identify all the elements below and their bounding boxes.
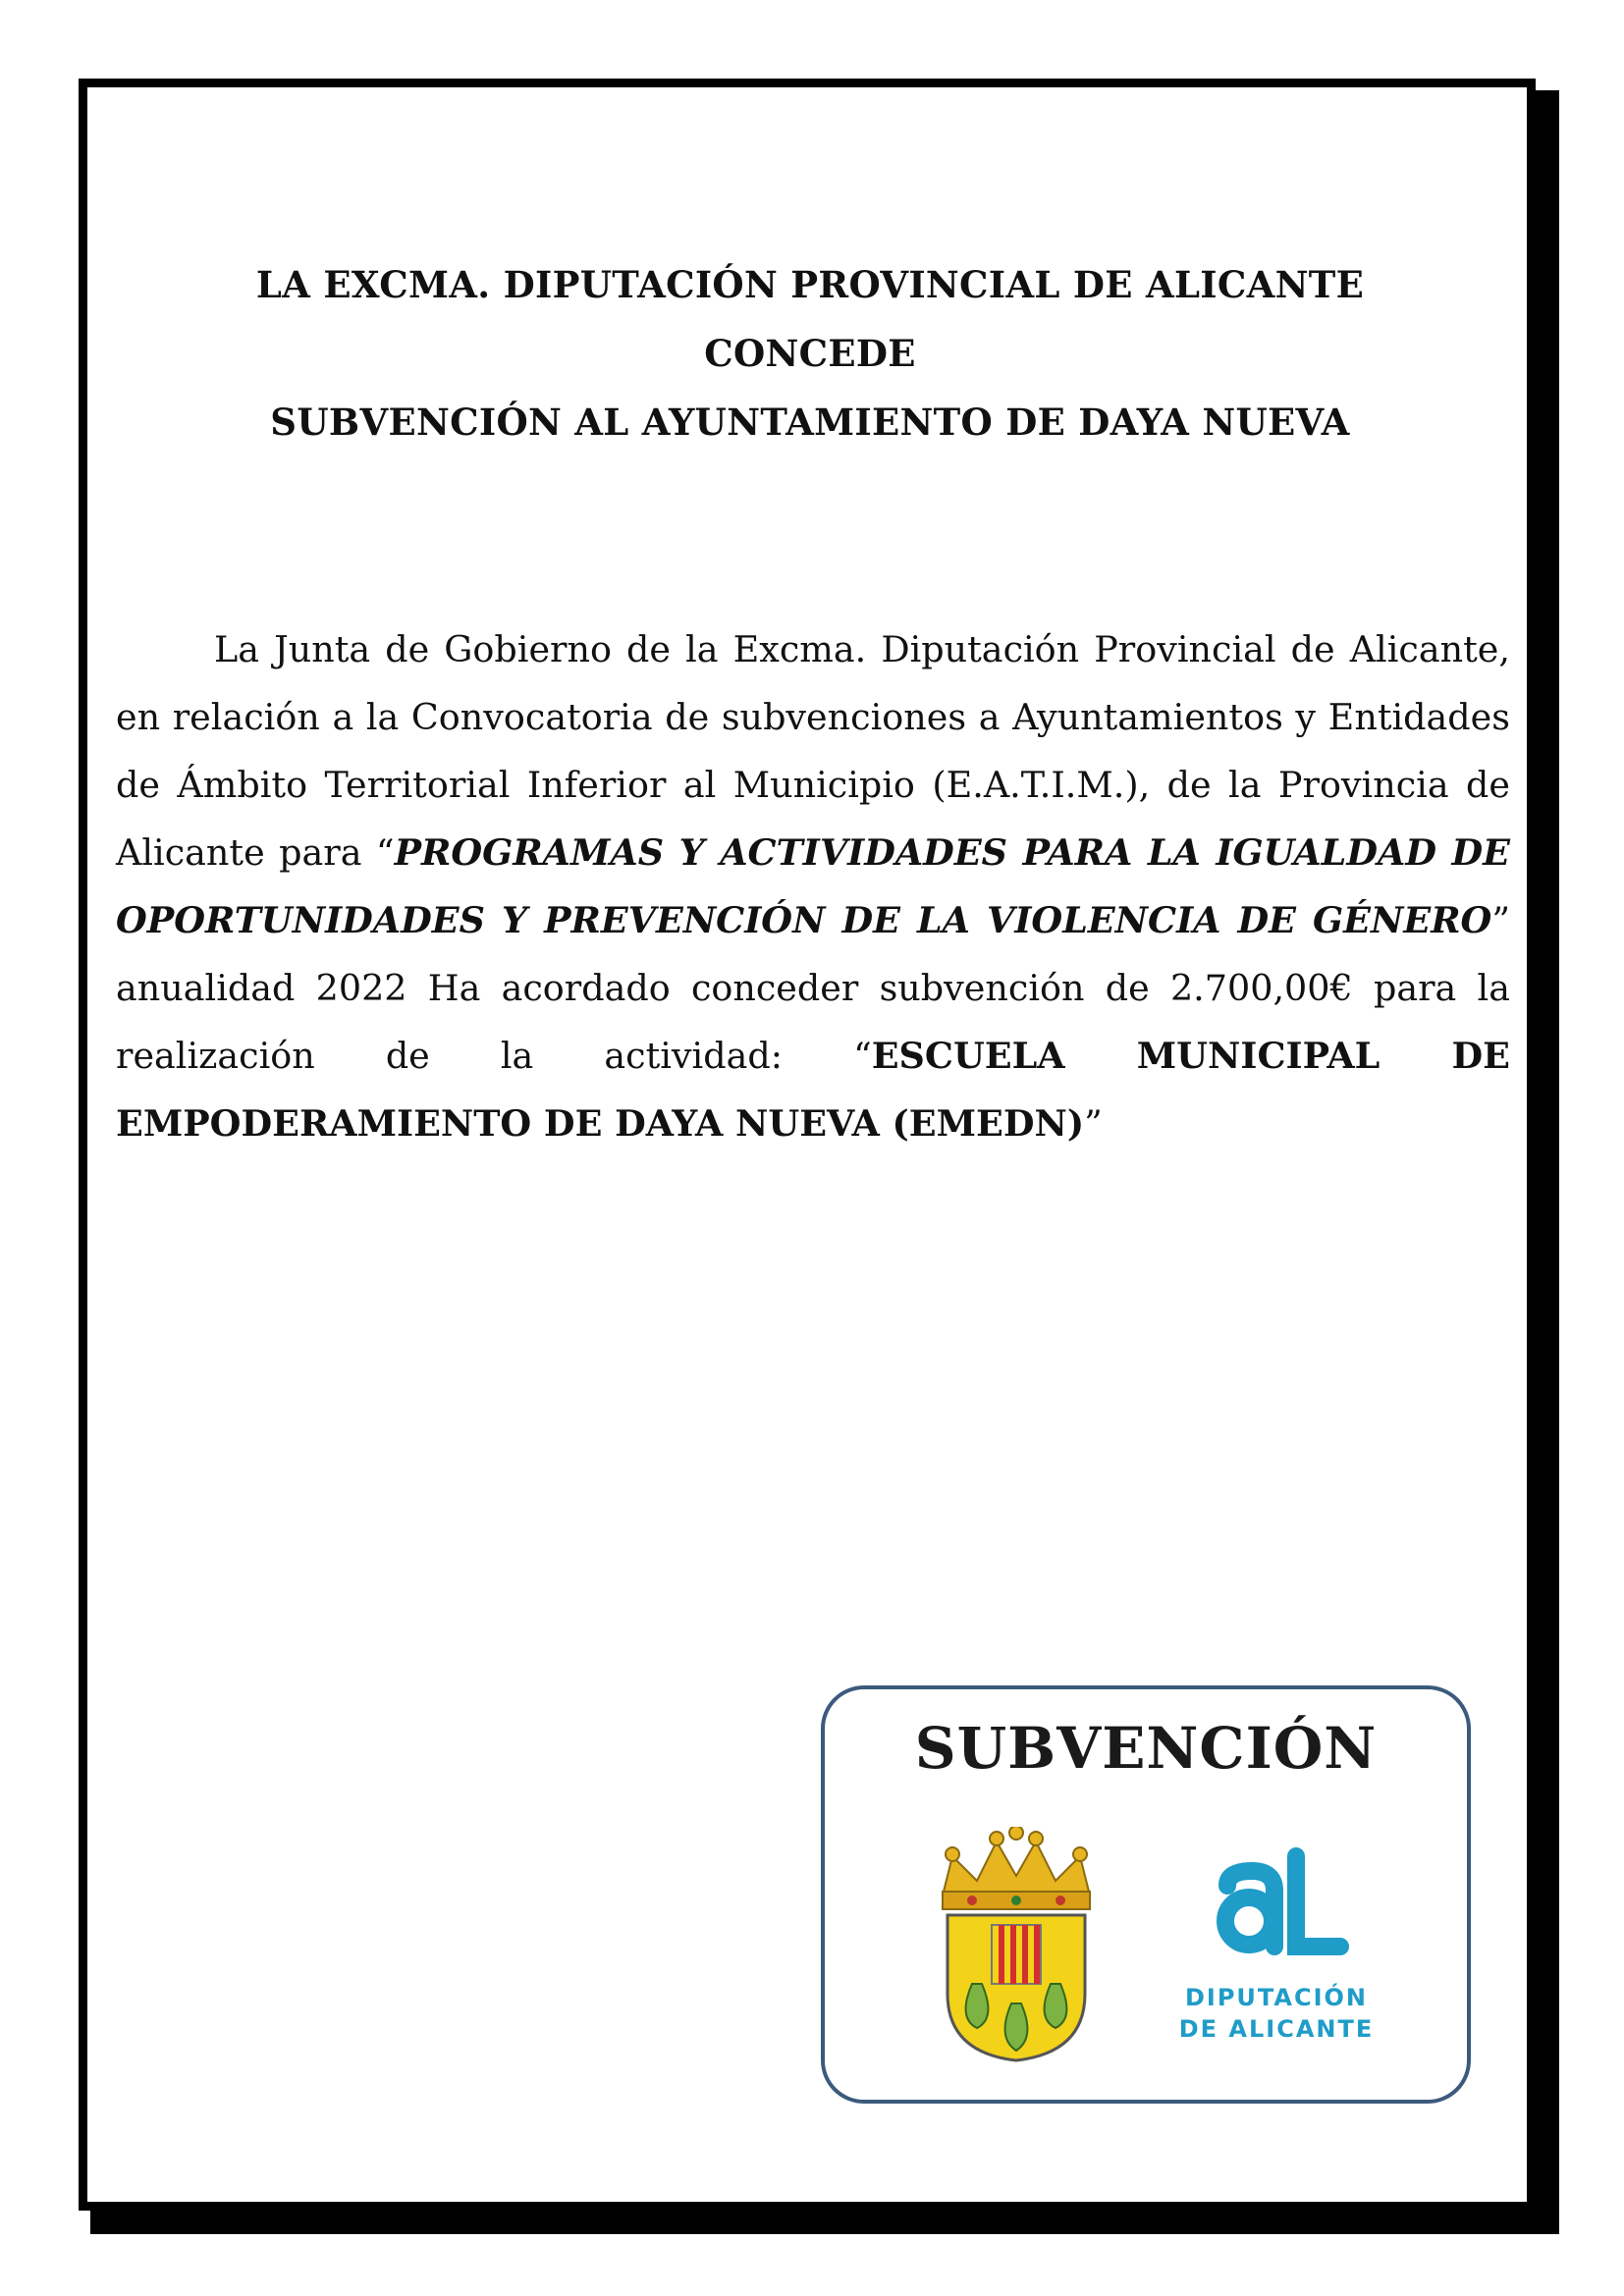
diputacion-logo <box>1159 1837 1394 2062</box>
document-title <box>147 250 1473 456</box>
title-line-1: LA EXCMA. DIPUTACIÓN PROVINCIAL DE ALICANTE CONCEDE <box>255 263 1365 375</box>
body-text-middle: ” anualidad 2022 Ha acordado conceder subvención de 2.700,00€ para la realización de la actividad: “ <box>116 898 1510 1077</box>
diputacion-alicante-logo-icon <box>1159 1837 1394 1974</box>
coat-of-arms-icon <box>923 1827 1110 2062</box>
subvencion-badge <box>821 1685 1471 2104</box>
body-text-end: ” <box>1084 1101 1103 1145</box>
activity-name: ESCUELA MUNICIPAL DE EMPODERAMIENTO DE DAYA NUEVA (EMEDN) <box>116 1034 1510 1145</box>
badge-title: SUBVENCIÓN <box>914 1715 1378 1782</box>
body-paragraph <box>116 615 1510 1157</box>
title-line-2: SUBVENCIÓN AL AYUNTAMIENTO DE DAYA NUEVA <box>270 400 1350 444</box>
logo-line-2: DE ALICANTE <box>1178 2015 1375 2043</box>
logo-line-1: DIPUTACIÓN <box>1184 1984 1369 2011</box>
program-name: PROGRAMAS Y ACTIVIDADES PARA LA IGUALDAD DE OPORTUNIDADES Y PREVENCIÓN DE LA VIOLENCIA DE GÉNERO <box>116 830 1510 941</box>
body-text-intro: La Junta de Gobierno de la Excma. Diputación Provincial de Alicante, en relación a la Convocatoria de subvenciones a Ayuntamientos y Entidades de Ámbito Territorial Inferior al Municipio (E.A.T.I.M.), de la Provincia de Alicante para “ <box>116 627 1510 874</box>
